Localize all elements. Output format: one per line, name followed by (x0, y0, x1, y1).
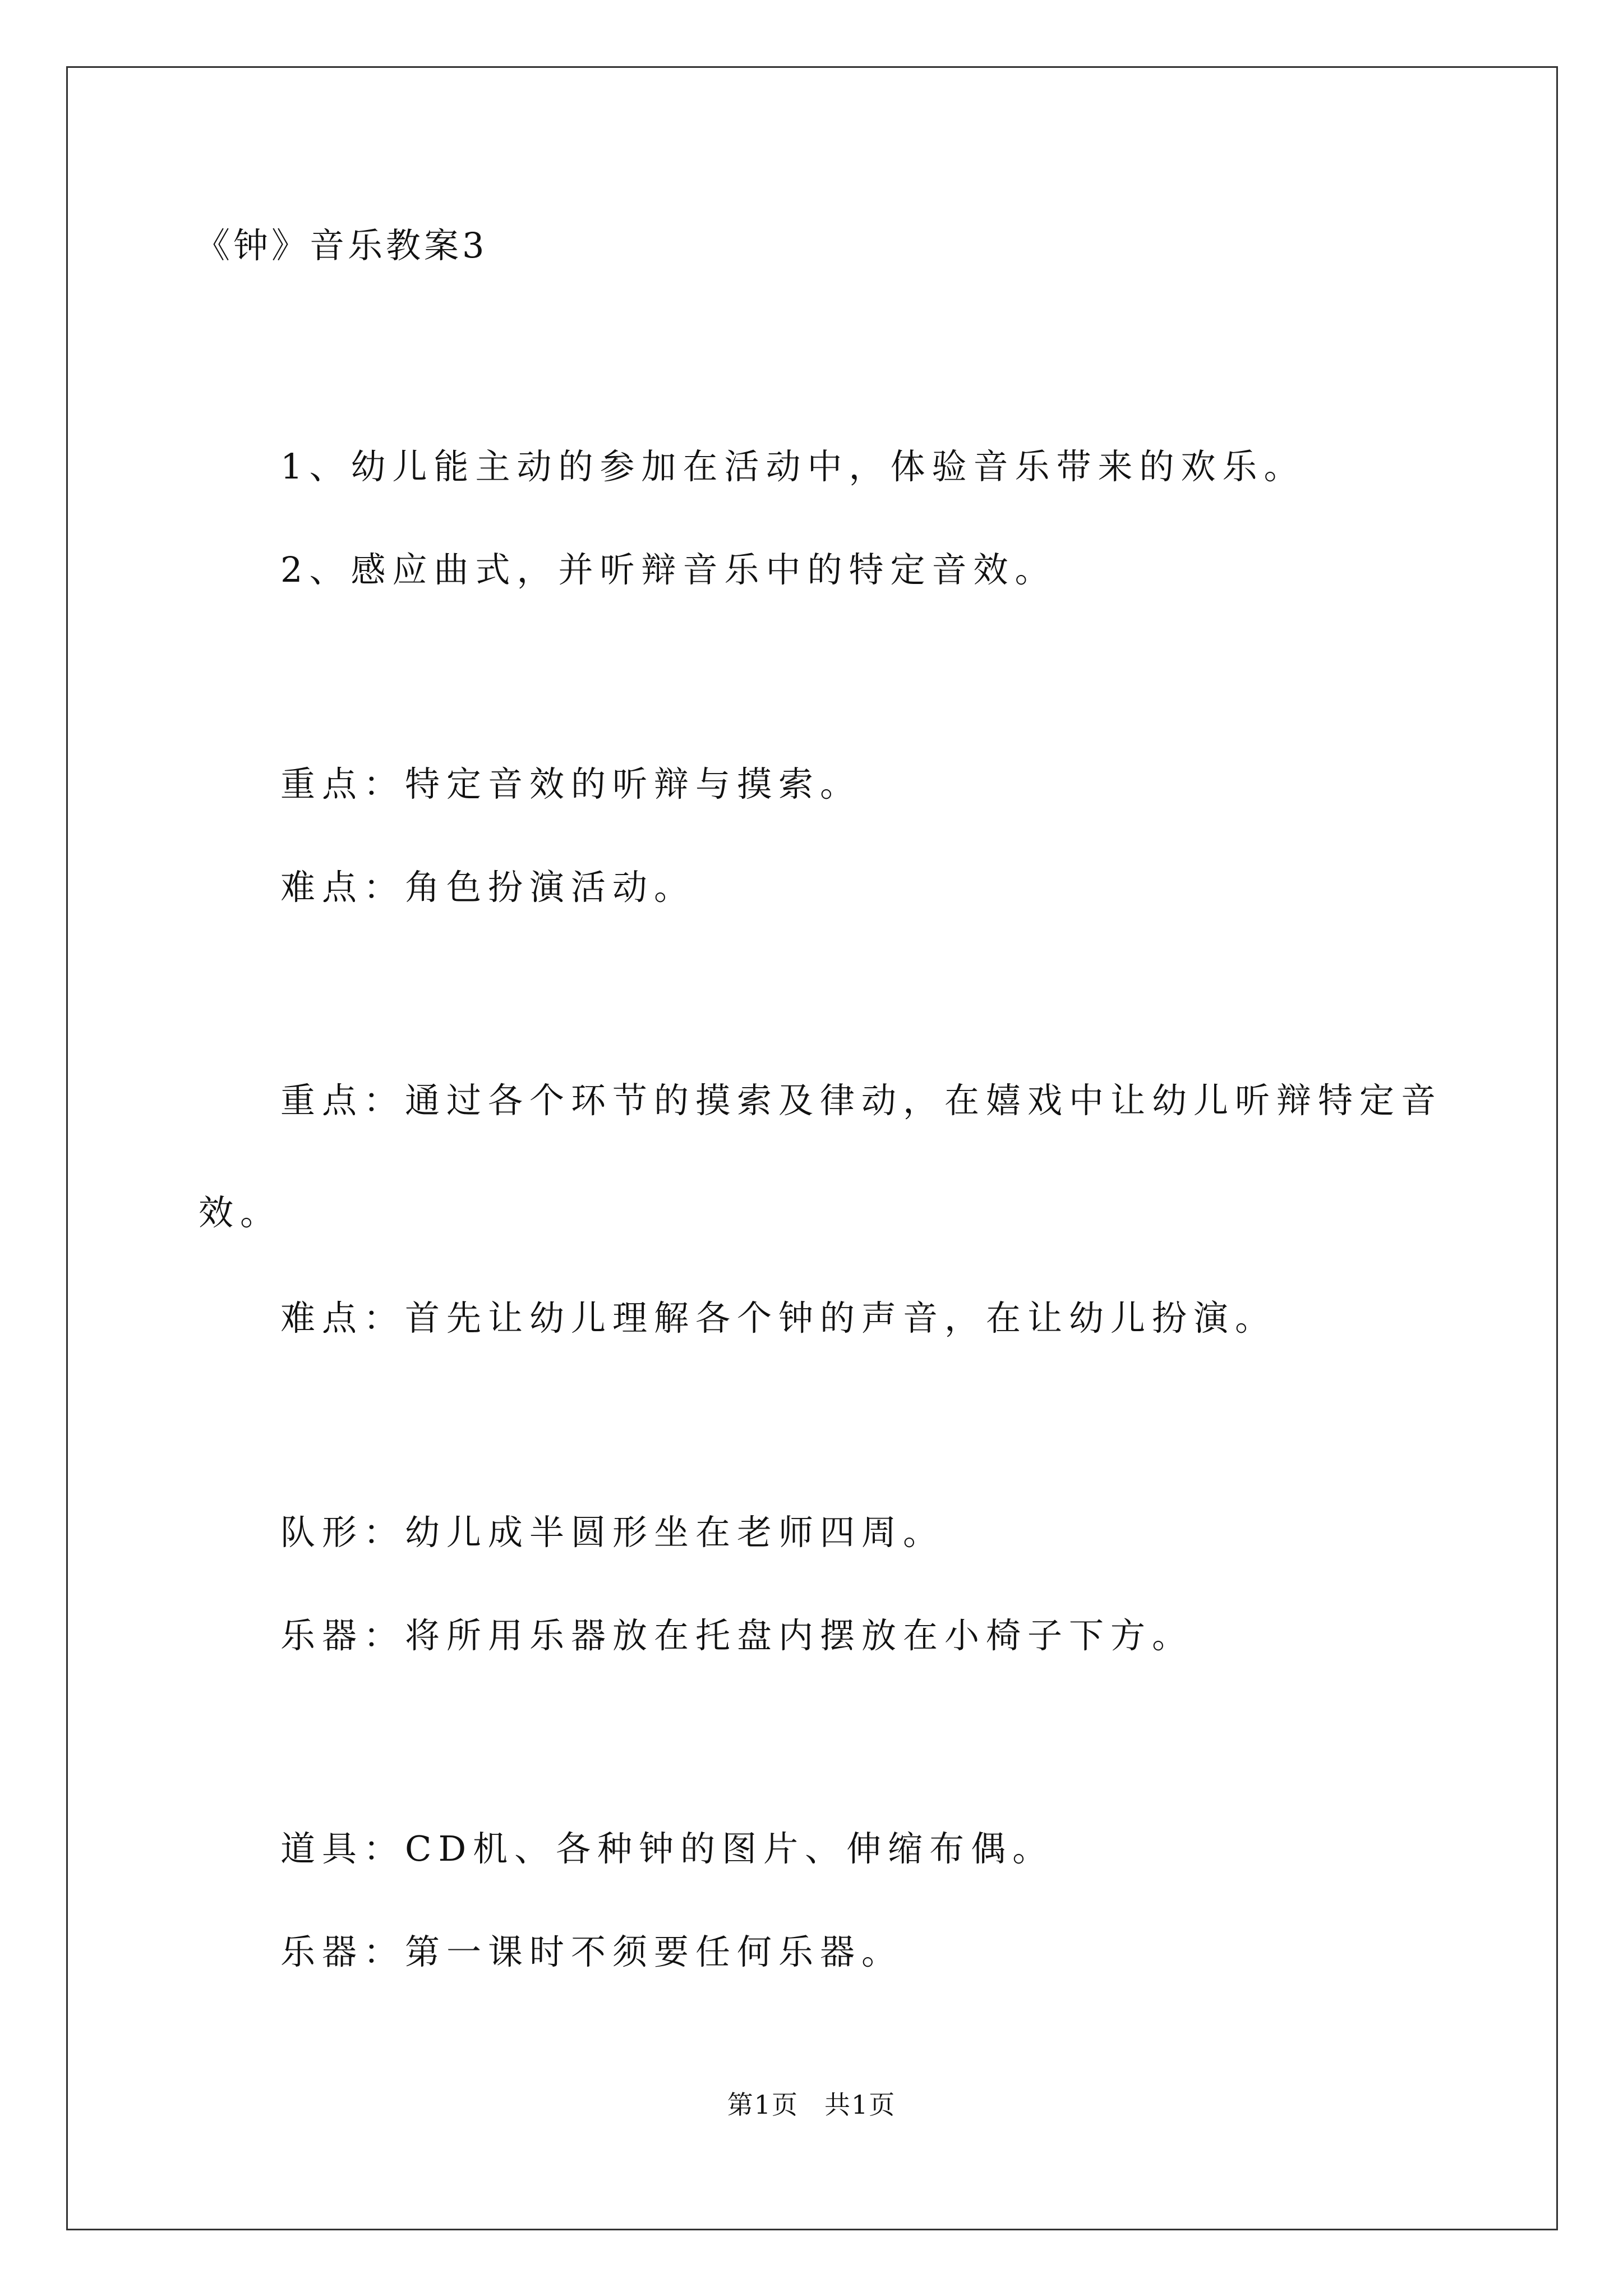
page-total: 共1页 (824, 2090, 896, 2120)
goal-item-2: 2、感应曲式，并听辩音乐中的特定音效。 (280, 549, 1057, 590)
formation-item: 队形：幼儿成半圆形坐在老师四周。 (280, 1512, 945, 1553)
key-point-1: 重点：特定音效的听辩与摸索。 (280, 763, 862, 804)
difficulty-2: 难点：首先让幼儿理解各个钟的声音，在让幼儿扮演。 (280, 1297, 1277, 1338)
difficulty-1: 难点：角色扮演活动。 (280, 867, 696, 908)
key-point-2: 重点：通过各个环节的摸索及律动，在嬉戏中让幼儿听辩特定音 效。 (199, 1080, 1443, 1233)
page-number: 第1页 (727, 2090, 799, 2120)
props-item: 道具：CD机、各种钟的图片、伸缩布偶。 (280, 1828, 1054, 1869)
instrument-setup-item: 乐器：将所用乐器放在托盘内摆放在小椅子下方。 (280, 1615, 1194, 1656)
goal-item-1: 1、幼儿能主动的参加在活动中，体验音乐带来的欢乐。 (280, 446, 1306, 487)
instrument-item: 乐器：第一课时不须要任何乐器。 (280, 1931, 903, 1972)
page-footer (0, 2088, 1623, 2122)
document-title: 《钟》音乐教案3 (195, 225, 488, 266)
